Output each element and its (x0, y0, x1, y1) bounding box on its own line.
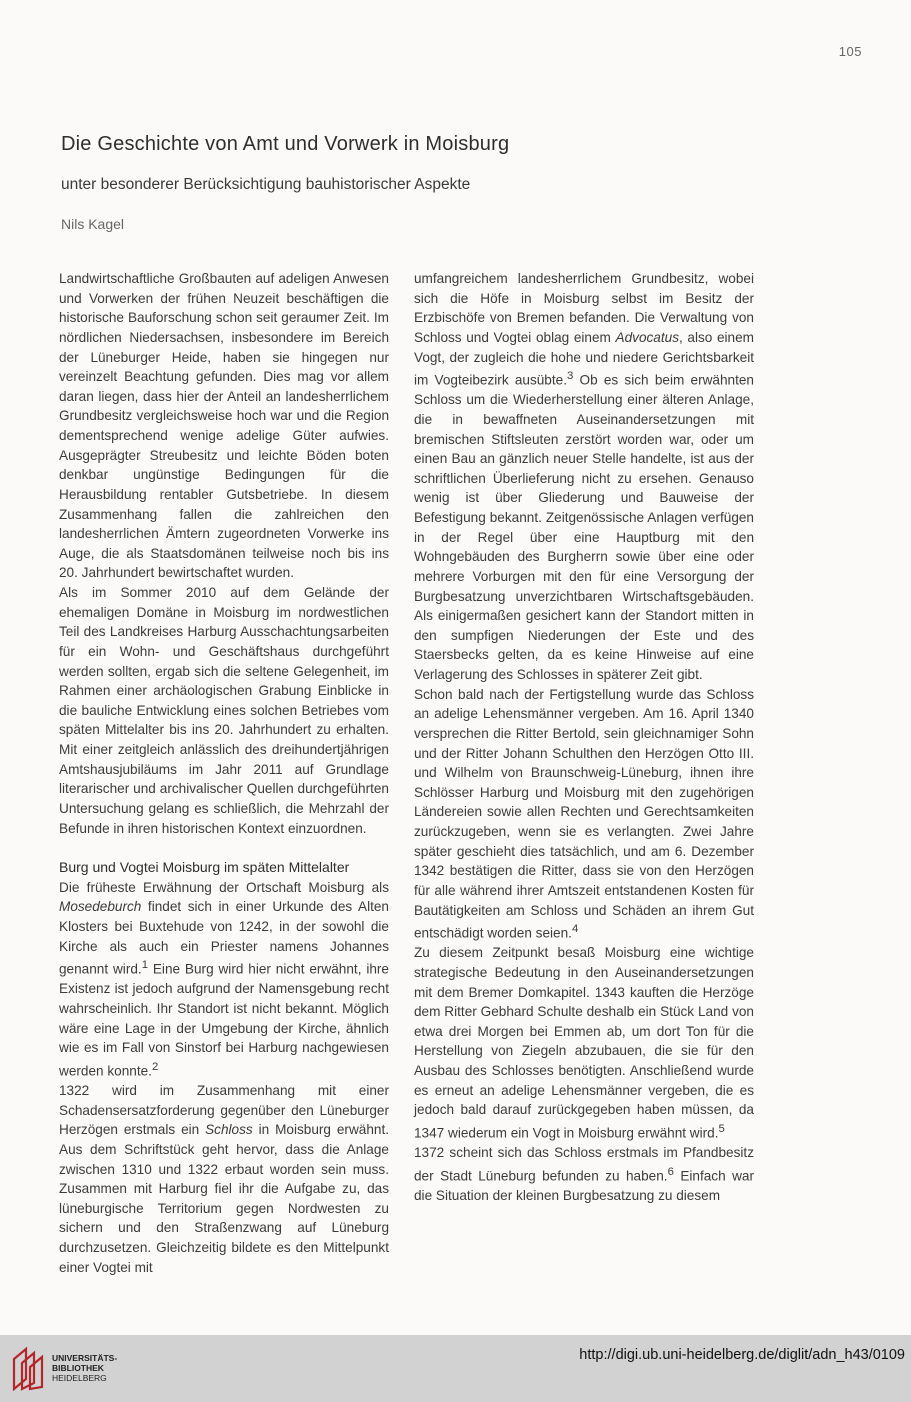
logo-line: UNIVERSITÄTS- (52, 1353, 118, 1363)
author-name: Nils Kagel (61, 216, 125, 232)
emphasis: Advocatus (615, 329, 679, 345)
logo-line: BIBLIOTHEK (52, 1363, 104, 1373)
left-column (59, 269, 389, 1277)
paragraph (414, 685, 754, 944)
text-run: , also einem Vogt, der zugleich die hohe und niedere Gerichtsbarkeit im Vogteibezirk ausübte. (414, 329, 754, 388)
heidelberg-logo-icon (10, 1345, 48, 1391)
logo-text (52, 1353, 117, 1383)
footnote-ref[interactable]: 3 (566, 370, 574, 383)
paragraph: Landwirtschaftliche Großbauten auf adeligen Anwesen und Vorwerken der frühen Neuzeit beschäftigen die historische Bauforschung schon seit geraumer Zeit. Im nördlichen Niedersachsen, insbesondere im Bereich der Lüneburger Heide, haben sie hingegen nur vereinzelt Beachtung gefunden. Dies mag vor allem daran liegen, dass hier der Anteil an landesherrlichem Grundbesitz vergleichsweise hoch war und die Region dementsprechend wenige adelige Güter aufwies. Ausgeprägter Streubesitz und leichte Böden boten denkbar ungünstige Bedingungen für die Herausbildung rentabler Gutsbetriebe. In diesem Zusammenhang fallen die zahlreichen den landesherrlichen Ämtern zugeordneten Vorwerke ins Auge, die als Staatsdomänen teilweise noch bis ins 20. Jahrhundert bewirtschaftet wurden. (59, 271, 389, 581)
paragraph (59, 878, 389, 1081)
right-column (414, 269, 754, 1206)
text-run: 1322 wird im Zusammenhang mit einer Schadensersatzforderung gegenüber den Lüneburger Herzögen erstmals ein (59, 1083, 389, 1138)
logo-line: HEIDELBERG (52, 1373, 107, 1383)
text-run: 1372 scheint sich das Schloss erstmals im Pfandbesitz der Stadt Lüneburg befunden zu haben. (414, 1145, 754, 1184)
library-logo[interactable] (10, 1345, 117, 1391)
article-title: Die Geschichte von Amt und Vorwerk in Moisburg (61, 133, 510, 155)
text-run: umfangreichem landesherrlichem Grundbesitz, wobei sich die Höfe in Moisburg selbst im Besitz der Erzbischöfe von Bremen befanden. Die Verwaltung von Schloss und Vogtei oblag einem (414, 271, 754, 345)
text-run: Die früheste Erwähnung der Ortschaft Moisburg als (59, 879, 389, 895)
paragraph (414, 1143, 754, 1205)
footnote-ref[interactable]: 5 (718, 1122, 725, 1135)
section-heading: Burg und Vogtei Moisburg im späten Mittelalter (59, 859, 350, 876)
paragraph (414, 269, 754, 685)
footnote-ref[interactable]: 6 (667, 1165, 674, 1178)
footnote-ref[interactable]: 2 (151, 1060, 159, 1073)
text-run: Eine Burg wird hier nicht erwähnt, ihre Existenz ist jedoch aufgrund der Namensgebung recht wahrscheinlich. Ihr Standort ist nicht bekannt. Möglich wäre eine Lage in der Umgebung der Kirche, ähnlich wie es im Fall von Sinstorf bei Harburg nachgewiesen werden konnte. (59, 961, 389, 1079)
footer-bar (0, 1335, 911, 1402)
text-run: Einfach war die Situation der kleinen Burgbesatzung zu diesem (414, 1168, 754, 1203)
text-run: findet sich in einer Urkunde des Alten Klosters bei Buxtehude von 1242, in der sowohl die Kirche als auch ein Priester namens Johannes genannt wird. (59, 899, 389, 977)
text-run: Schon bald nach der Fertigstellung wurde das Schloss an adelige Lehensmänner vergeben. Am 16. April 1340 versprechen die Ritter Bertold, sein gleichnamiger Sohn und der Ritter Johann Schulthen den Herzögen Otto III. und Wilhelm von Braunschweig-Lüneburg, ihnen ihre Schlösser Harburg und Moisburg mit den zugehörigen Ländereien sowie allen Rechten und Gerechtsamkeiten zurückzugeben, wenn sie es verlangten. Zwei Jahre später geschieht dies tatsächlich, und am 6. Dezember 1342 bestätigen die Ritter, dass sie von den Herzögen für alle während ihrer Amtszeit entstandenen Kosten für Bautätigkeiten am Schloss und Schäden an ihrem Gut entschädigt worden seien. (414, 686, 754, 941)
footnote-ref[interactable]: 1 (141, 959, 149, 972)
text-run: Zu diesem Zeitpunkt besaß Moisburg eine wichtige strategische Bedeutung in den Auseinandersetzungen mit dem Bremer Domkapitel. 1343 kauften die Herzöge dem Ritter Gebhard Schulte deshalb ein Stück Land von etwa drei Morgen bei Emmen ab, um dort Ton für die Herstellung von Ziegeln abzubauen, die sie für den Ausbau des Schlosses benötigten. Anschließend wurde es erneut an adelige Lehensmänner vergeben, die es jedoch bald darauf zurückgegeben haben müssen, da 1347 wiederum ein Vogt in Moisburg erwähnt wird. (414, 945, 754, 1141)
article-subtitle: unter besonderer Berücksichtigung bauhistorischer Aspekte (61, 176, 471, 193)
emphasis: Mosedeburch (59, 899, 142, 915)
paragraph (414, 943, 754, 1143)
text-run: Ob es sich beim erwähnten Schloss um die Wiederherstellung einer älteren Anlage, die in bewaffneten Auseinandersetzungen mit bremischen Stiftsleuten zerstört worden war, oder um einen Bau an gänzlich neuer Stelle handelte, ist aus der schriftlichen Überlieferung nicht zu ersehen. Genauso wenig ist über Gliederung und Bauweise der Befestigung bekannt. Zeitgenössische Anlagen verfügen in der Regel über eine Hauptburg mit den Wohngebäuden des Burgherrn sowie über eine oder mehrere Vorburgen mit den für eine Versorgung der Burgbesatzung unverzichtbaren Wirtschaftsgebäuden. Als einigermaßen gesichert kann der Standort mitten in den sumpfigen Niederungen der Este und des Staersbecks gelten, da es keine Hinweise auf eine Verlagerung des Schlosses in späterer Zeit gibt. (414, 372, 754, 683)
source-url-link[interactable]: http://digi.ub.uni-heidelberg.de/diglit/adn_h43/0109 (579, 1347, 905, 1363)
text-run: in Moisburg erwähnt. Aus dem Schriftstück geht hervor, dass die Anlage zwischen 1310 und 1322 erbaut worden sein muss. Zusammen mit Harburg fiel ihr die Aufgabe zu, das lüneburgische Territorium gegen Nordwesten zu sichern und den Straßenzwang auf Lüneburg durchzusetzen. Gleichzeitig bildete es den Mittelpunkt einer Vogtei mit (59, 1122, 389, 1275)
emphasis: Schloss (205, 1122, 253, 1138)
page-number: 105 (838, 44, 862, 59)
paragraph: Als im Sommer 2010 auf dem Gelände der ehemaligen Domäne in Moisburg im nordwestlichen Teil des Landkreises Harburg Ausschachtungsarbeiten für ein Wohn- und Geschäftshaus durchgeführt werden sollten, ergab sich die seltene Gelegenheit, im Rahmen einer archäologischen Grabung Einblicke in die bauliche Entwicklung eines solchen Betriebes vom späten Mittelalter bis ins 20. Jahrhundert zu erhalten. Mit einer zeitgleich anlässlich des dreihundertjährigen Amtshausjubiläums im Jahr 2011 auf Grundlage literarischer und archivalischer Quellen durchgeführten Untersuchung gelang es schließlich, die Mehrzahl der Befunde in ihren historischen Kontext einzuordnen. (59, 585, 389, 836)
paragraph (59, 1081, 389, 1277)
footnote-ref[interactable]: 4 (571, 923, 579, 936)
